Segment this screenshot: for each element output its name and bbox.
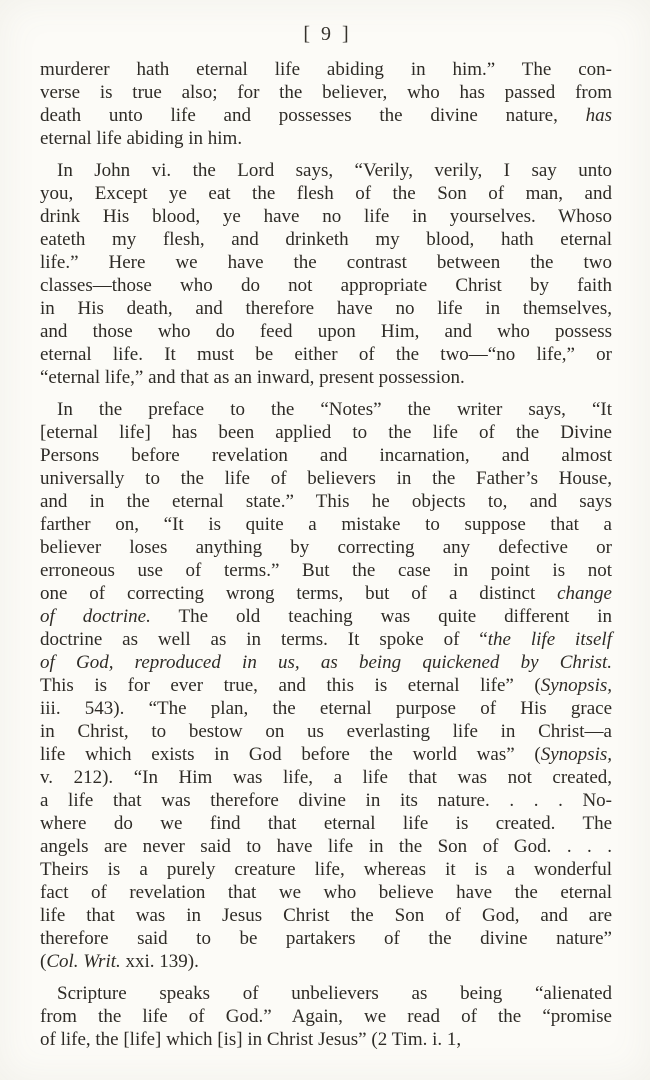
italic-text: Synopsis, [540, 675, 612, 696]
body-text: Scripture speaks of unbelievers as being “alienated [57, 983, 612, 1004]
body-text: in His death, and therefore have no life in themselves, [40, 298, 612, 319]
text-line [40, 766, 612, 789]
paragraph [40, 398, 612, 973]
text-line [40, 444, 612, 467]
text-line [40, 743, 612, 766]
text-line [40, 982, 612, 1005]
text-line [40, 104, 612, 127]
text-line [40, 467, 612, 490]
text-line [40, 720, 612, 743]
text-line [40, 127, 612, 150]
body-text: and in the eternal state.” This he objects to, and says [40, 491, 612, 512]
body-text: eternal life. It must be either of the two—“no life,” or [40, 344, 612, 365]
text-line [40, 251, 612, 274]
text-line [40, 858, 612, 881]
page-text [40, 58, 612, 1051]
body-text: murderer hath eternal life abiding in him.” The con- [40, 59, 612, 80]
italic-text: has [585, 105, 612, 126]
page-number: [ 9 ] [303, 23, 349, 45]
body-text: iii. 543). “The plan, the eternal purpose of His grace [40, 698, 612, 719]
text-line [40, 835, 612, 858]
text-line [40, 651, 612, 674]
body-text: This is for ever true, and this is eternal life” ( [40, 675, 541, 696]
text-line [40, 674, 612, 697]
body-text: farther on, “It is quite a mistake to suppose that a [40, 514, 612, 535]
body-text: you, Except ye eat the flesh of the Son of man, and [40, 183, 612, 204]
body-text: In the preface to the “Notes” the writer says, “It [57, 399, 612, 420]
body-text: [eternal life] has been applied to the life of the Divine [40, 422, 612, 443]
body-text: death unto life and possesses the divine nature, [40, 105, 586, 126]
body-text: verse is true also; for the believer, who has passed from [40, 82, 612, 103]
body-text: Persons before revelation and incarnation, and almost [40, 445, 612, 466]
text-line [40, 605, 612, 628]
body-text: erroneous use of terms.” But the case in point is not [40, 560, 612, 581]
text-line [40, 1028, 612, 1051]
paragraph [40, 982, 612, 1051]
body-text: The old teaching was quite different in [150, 606, 612, 627]
body-text: and those who do feed upon Him, and who possess [40, 321, 612, 342]
body-text: fact of revelation that we who believe have the eternal [40, 882, 612, 903]
body-text: v. 212). “In Him was life, a life that was not created, [40, 767, 612, 788]
italic-text: the life itself [487, 629, 612, 650]
body-text: from the life of God.” Again, we read of the “promise [40, 1006, 612, 1027]
body-text: Theirs is a purely creature life, whereas it is a wonderful [40, 859, 612, 880]
text-line [40, 58, 612, 81]
body-text: In John vi. the Lord says, “Verily, verily, I say unto [57, 160, 612, 181]
body-text: one of correcting wrong terms, but of a distinct [40, 583, 558, 604]
text-line [40, 513, 612, 536]
text-line [40, 904, 612, 927]
body-text: drink His blood, ye have no life in yourselves. Whoso [40, 206, 612, 227]
text-line [40, 582, 612, 605]
text-line [40, 1005, 612, 1028]
text-line [40, 81, 612, 104]
body-text: universally to the life of believers in the Father’s House, [40, 468, 612, 489]
body-text: ( [40, 951, 47, 972]
body-text: doctrine as well as in terms. It spoke of “ [40, 629, 488, 650]
text-line [40, 697, 612, 720]
body-text: life that was in Jesus Christ the Son of God, and are [40, 905, 612, 926]
body-text: xxi. 139). [120, 951, 199, 972]
paragraph [40, 58, 612, 150]
text-line [40, 950, 612, 973]
italic-text: change [557, 583, 612, 604]
body-text: a life that was therefore divine in its nature. . . . No- [40, 790, 612, 811]
text-line [40, 343, 612, 366]
text-line [40, 628, 612, 651]
body-text: believer loses anything by correcting any defective or [40, 537, 612, 558]
italic-text: Col. Writ. [46, 951, 121, 972]
text-line [40, 274, 612, 297]
body-text: of life, the [life] which [is] in Christ Jesus” (2 Tim. i. 1, [40, 1029, 462, 1050]
text-line [40, 927, 612, 950]
body-text: where do we find that eternal life is created. The [40, 813, 612, 834]
paragraph [40, 159, 612, 389]
italic-text: of God, reproduced in us, as being quickened by Christ. [40, 652, 612, 673]
italic-text: of doctrine. [40, 606, 151, 627]
text-line [40, 159, 612, 182]
italic-text: Synopsis, [540, 744, 612, 765]
text-line [40, 812, 612, 835]
text-line [40, 881, 612, 904]
body-text: life which exists in God before the world was” ( [40, 744, 541, 765]
body-text: therefore said to be partakers of the divine nature” [40, 928, 612, 949]
text-line [40, 559, 612, 582]
body-text: “eternal life,” and that as an inward, present possession. [40, 367, 465, 388]
text-line [40, 421, 612, 444]
text-line [40, 789, 612, 812]
body-text: eateth my flesh, and drinketh my blood, hath eternal [40, 229, 612, 250]
text-line [40, 490, 612, 513]
text-line [40, 182, 612, 205]
text-line [40, 320, 612, 343]
text-line [40, 297, 612, 320]
text-line [40, 398, 612, 421]
body-text: eternal life abiding in him. [40, 128, 243, 149]
body-text: angels are never said to have life in the Son of God. . . . [40, 836, 612, 857]
text-line [40, 366, 612, 389]
body-text: life.” Here we have the contrast between the two [40, 252, 612, 273]
body-text: in Christ, to bestow on us everlasting life in Christ—a [40, 721, 612, 742]
text-line [40, 228, 612, 251]
text-line [40, 205, 612, 228]
text-line [40, 536, 612, 559]
body-text: classes—those who do not appropriate Christ by faith [40, 275, 612, 296]
